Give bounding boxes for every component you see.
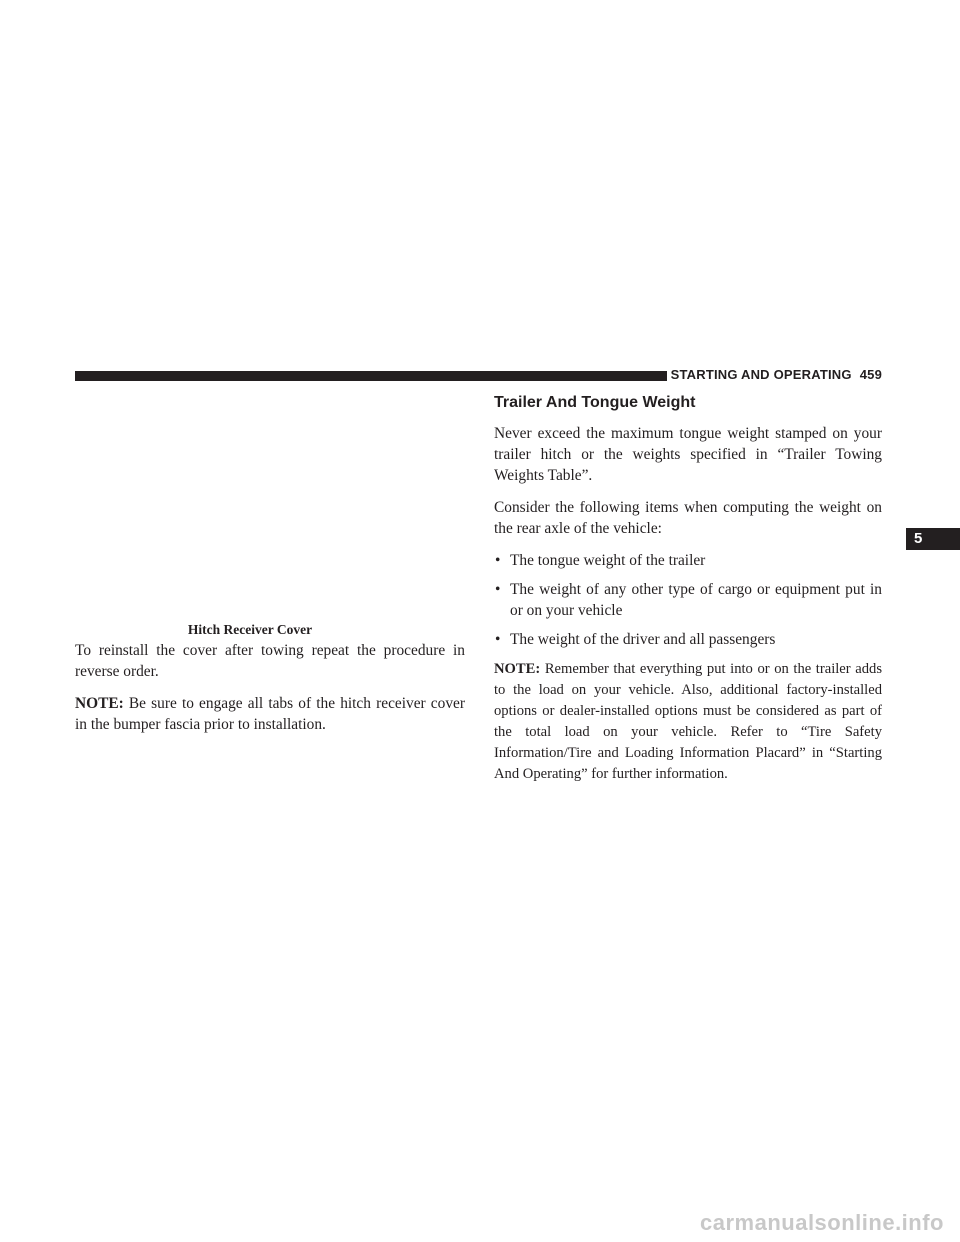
bullet-icon: • bbox=[495, 552, 501, 569]
section-title: STARTING AND OPERATING bbox=[670, 367, 852, 382]
running-header bbox=[671, 365, 882, 385]
bullet-icon: • bbox=[495, 631, 501, 648]
right-note bbox=[494, 659, 882, 785]
left-column bbox=[75, 620, 465, 746]
list-item: • The weight of the driver and all passengers bbox=[495, 631, 776, 648]
note-label: NOTE: bbox=[75, 695, 124, 712]
right-column bbox=[494, 392, 882, 796]
chapter-tab: 5 bbox=[906, 528, 960, 550]
list-item: • The weight of any other type of cargo or equipment put in or on your vehicle bbox=[495, 581, 882, 619]
weight-items-list bbox=[494, 550, 882, 650]
list-item: • The tongue weight of the trailer bbox=[495, 552, 706, 569]
note-label: NOTE: bbox=[494, 661, 541, 677]
header-rule bbox=[75, 371, 667, 381]
bullet-icon: • bbox=[495, 581, 501, 598]
rear-axle-paragraph: Consider the following items when computing the weight on the rear axle of the vehicle: bbox=[494, 499, 882, 537]
figure-caption: Hitch Receiver Cover bbox=[187, 622, 313, 637]
watermark: carmanualsonline.info bbox=[700, 1210, 944, 1235]
reinstall-paragraph: To reinstall the cover after towing repeat the procedure in reverse order. bbox=[75, 642, 465, 680]
note-text: Remember that everything put into or on the trailer adds to the load on your vehicle. Also, additional factory-installed options or dealer-installed options must be considered as part of the total load on your vehicle. Refer to “Tire Safety Information/Tire and Loading Information Placard” in “Starting And Operating” for further information. bbox=[494, 661, 882, 782]
page-number: 459 bbox=[859, 367, 882, 382]
note-text: Be sure to engage all tabs of the hitch receiver cover in the bumper fascia prior to installation. bbox=[75, 695, 465, 733]
tongue-weight-paragraph: Never exceed the maximum tongue weight stamped on your trailer hitch or the weights specified in “Trailer Towing Weights Table”. bbox=[494, 425, 882, 484]
section-heading: Trailer And Tongue Weight bbox=[494, 394, 696, 411]
left-note bbox=[75, 693, 465, 735]
